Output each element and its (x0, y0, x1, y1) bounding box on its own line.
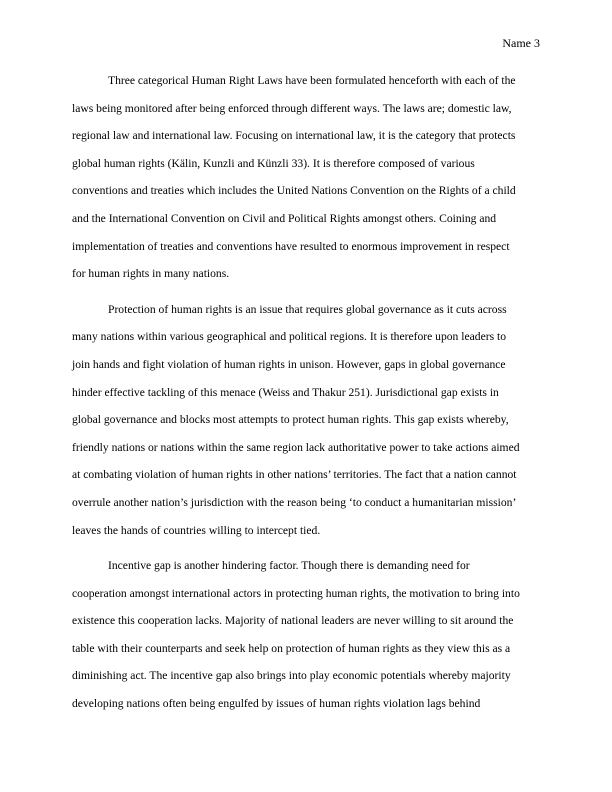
paragraph-2-line-8: overrule another nation’s jurisdiction with the reason being ‘to conduct a humanitarian mission’ (72, 495, 517, 509)
paragraph-1-line-4: global human rights (Kälin, Kunzli and Künzli 33). It is therefore composed of various (72, 156, 475, 170)
paragraph-1-line-2: laws being monitored after being enforced through different ways. The laws are; domestic law, (72, 101, 512, 115)
paragraph-2-line-6: friendly nations or nations within the same region lack authoritative power to take actions aimed (72, 440, 520, 454)
paragraph-2-line-4: hinder effective tackling of this menace (Weiss and Thakur 251). Jurisdictional gap exists in (72, 385, 499, 399)
paragraph-2-line-2: many nations within various geographical and political regions. It is therefore upon leaders to (72, 330, 507, 344)
paragraph-2-line-1: Protection of human rights is an issue that requires global governance as it cuts across (108, 302, 507, 316)
paragraph-3-line-3: existence this cooperation lacks. Majority of national leaders are never willing to sit around the (72, 614, 514, 628)
paragraph-1-line-1: Three categorical Human Right Laws have been formulated henceforth with each of the (108, 74, 516, 87)
paragraph-spacer (72, 544, 544, 552)
paragraph-2-line-9: leaves the hands of countries willing to intercept tied. (72, 523, 321, 537)
paragraph-3-line-2: cooperation amongst international actors in protecting human rights, the motivation to bring into (72, 586, 520, 600)
paragraph-1 (72, 67, 544, 288)
paragraph-3-line-5: diminishing act. The incentive gap also brings into play economic potentials whereby majority (72, 669, 511, 683)
body-text (72, 67, 544, 718)
paragraph-3-line-4: table with their counterparts and seek help on protection of human rights as they view this as a (72, 641, 511, 655)
paragraph-3-line-6: developing nations often being engulfed by issues of human rights violation lags behind (72, 697, 481, 711)
paragraph-3-line-1: Incentive gap is another hindering factor. Though there is demanding need for (108, 559, 470, 573)
paragraph-1-line-7: implementation of treaties and conventions have resulted to enormous improvement in respect (72, 239, 510, 253)
paragraph-2 (72, 296, 544, 544)
running-head: Name 3 (502, 36, 540, 50)
paragraph-1-line-3: regional law and international law. Focusing on international law, it is the category that protects (72, 129, 516, 143)
paragraph-2-line-5: global governance and blocks most attempts to protect human rights. This gap exists whereby, (72, 413, 509, 427)
paragraph-2-line-7: at combating violation of human rights in other nations’ territories. The fact that a nation cannot (72, 468, 517, 482)
paragraph-spacer (72, 288, 544, 296)
paragraph-1-line-8: for human rights in many nations. (72, 267, 230, 281)
paragraph-3 (72, 552, 544, 718)
paragraph-2-line-3: join hands and fight violation of human rights in unison. However, gaps in global governance (72, 357, 506, 371)
paragraph-1-line-5: conventions and treaties which includes the United Nations Convention on the Rights of a child (72, 184, 516, 198)
paragraph-1-line-6: and the International Convention on Civil and Political Rights amongst others. Coining and (72, 211, 497, 225)
